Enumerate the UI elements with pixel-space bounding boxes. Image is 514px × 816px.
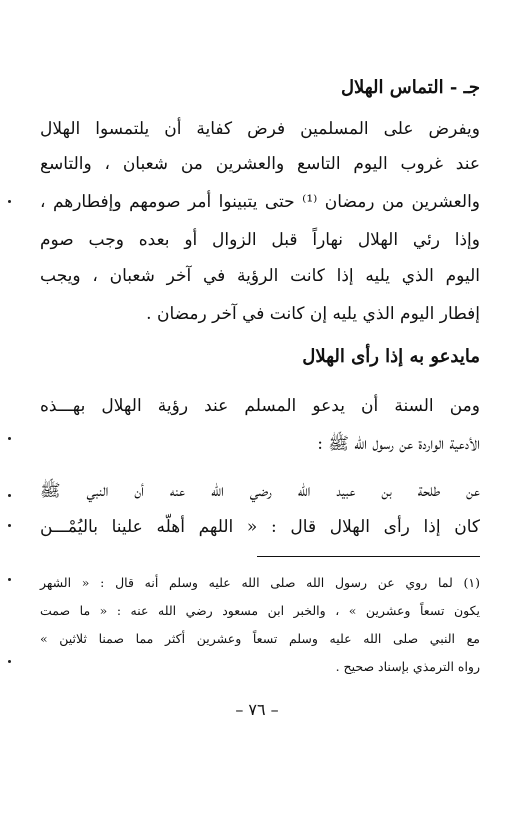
paragraph-line: ويفرض على المسلمين فرض كفاية أن يلتمسوا الهلال: [40, 119, 480, 139]
footnote-divider: [257, 556, 480, 557]
paragraph-line: الأدعية الواردة عن رسول الله ﷺ :: [317, 434, 480, 454]
scan-speck: [8, 200, 11, 203]
section-title: مايدعو به إذا رأى الهلال: [302, 346, 480, 367]
paragraph-line: والعشرين من رمضان ⁽¹⁾ حتى يتبينوا أمر صومهم وإفطارهم ،: [40, 192, 480, 212]
section-title: جـ - التماس الهلال: [340, 77, 480, 98]
paragraph-line: عن طلحة بن عبيد الله رضي الله عنه أن النبي ﷺ: [40, 481, 480, 501]
paragraph-line: إفطار اليوم الذي يليه إن كانت في آخر رمضان .: [146, 304, 480, 324]
paragraph-line: اليوم الذي يليه إذا كانت الرؤية في آخر شعبان ، ويجب: [40, 266, 480, 286]
scan-speck: [8, 660, 11, 663]
footnote-line: (١) لما روي عن رسول الله صلى الله عليه وسلم أنه قال : « الشهر: [40, 575, 480, 590]
paragraph-line: كان إذا رأى الهلال قال : « اللهم أهلّه علينا باليُمْـــن: [40, 517, 480, 537]
page-number: – ٧٦ –: [235, 700, 279, 719]
footnote-line: رواه الترمذي بإسناد صحيح .: [335, 659, 480, 674]
paragraph-line: عند غروب اليوم التاسع والعشرين من شعبان ، والتاسع: [40, 154, 480, 174]
footnote-line: مع النبي صلى الله عليه وسلم تسعاً وعشرين أكثر مما صمنا ثلاثين »: [40, 631, 480, 646]
scan-speck: [8, 524, 11, 527]
paragraph-line: ومن السنة أن يدعو المسلم عند رؤية الهلال بهـــذه: [40, 396, 480, 416]
paragraph-line: وإذا رئي الهلال نهاراً قبل الزوال أو بعده وجب صوم: [40, 230, 480, 250]
scan-speck: [8, 437, 11, 440]
footnote-line: يكون تسعاً وعشرين » ، والخبر ابن مسعود رضي الله عنه : « ما صمت: [40, 603, 480, 618]
scan-speck: [8, 494, 11, 497]
scan-speck: [8, 578, 11, 581]
